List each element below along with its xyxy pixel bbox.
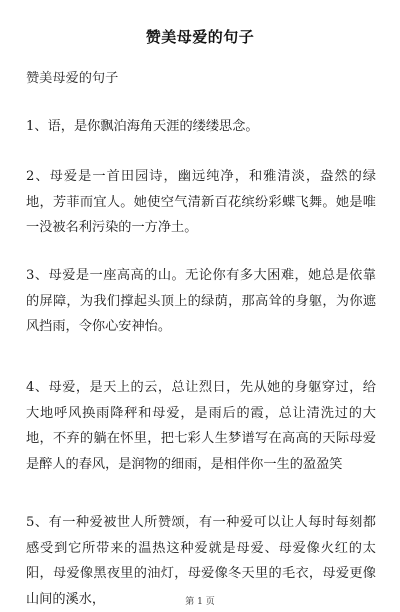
paragraph-4: 4、母爱，是天上的云，总让烈日，先从她的身躯穿过，给大地呼风换雨降秤和母爱，是雨后的霞，总让清洗过的大地，不弃的躺在怀里，把七彩人生梦谱写在高高的天际母爱是醉人的春风，是润物的细雨，是相伴你一生的盈盈笑: [26, 380, 376, 472]
paragraph-2: 2、母爱是一首田园诗，幽远纯净，和雅清淡，盎然的绿地，芳菲而宜人。她使空气清新百花缤纷彩蝶飞舞。她是唯一没被名利污染的一方净土。: [26, 169, 376, 235]
page-number-footer: 第 1 页: [185, 597, 215, 607]
document-title: 赞美母爱的句子: [145, 28, 255, 46]
paragraph-5: 5、有一种爱被世人所赞颂，有一种爱可以让人每时每刻都感受到它所带来的温热这种爱就是母爱、母爱像火红的太阳，母爱像黑夜里的油灯，母爱像冬天里的毛衣，母爱更像山间的溪水，: [26, 515, 376, 607]
document-subtitle: 赞美母爱的句子: [26, 71, 119, 86]
paragraph-3: 3、母爱是一座高高的山。无论你有多大困难，她总是依靠的屏障，为我们撑起头顶上的绿荫，那高耸的身躯，为你遮风挡雨，令你心安神怡。: [26, 268, 376, 334]
paragraph-1: 1、语，是你飘泊海角天涯的缕缕思念。: [26, 119, 259, 134]
